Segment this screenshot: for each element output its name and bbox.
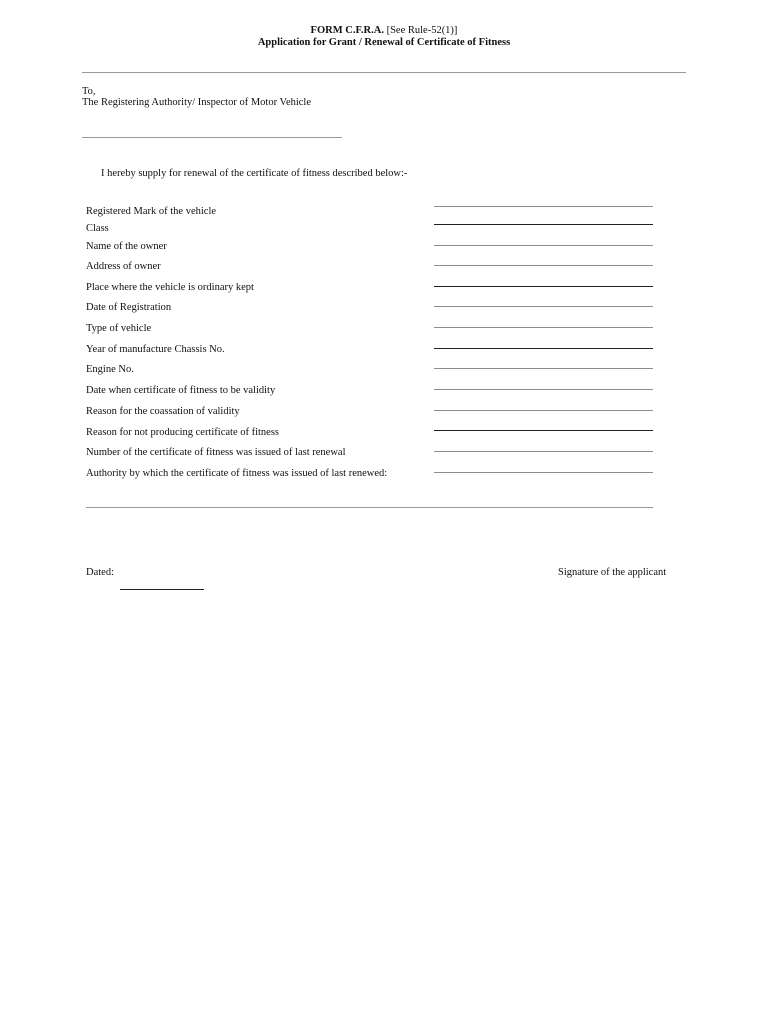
field-label-not-producing-reason: Reason for not producing certificate of fitness	[86, 427, 280, 438]
field-line-issuing-authority	[434, 472, 653, 473]
field-label-vehicle-type: Type of vehicle	[86, 323, 152, 334]
field-line-cessation-reason	[434, 410, 653, 411]
field-line-owner-address	[434, 265, 653, 266]
field-line-not-producing-reason	[434, 430, 653, 431]
field-label-registered-mark: Registered Mark of the vehicle	[86, 206, 217, 217]
field-label-registration-date: Date of Registration	[86, 302, 172, 313]
form-title: Application for Grant / Renewal of Certificate of Fitness	[257, 37, 511, 48]
field-label-cessation-reason: Reason for the coassation of validity	[86, 406, 240, 417]
field-label-engine-no: Engine No.	[86, 364, 134, 375]
field-label-place-kept: Place where the vehicle is ordinary kept	[86, 282, 254, 293]
field-label-validity-date: Date when certificate of fitness to be validity	[86, 385, 276, 396]
field-line-registration-date	[434, 306, 653, 307]
field-line-owner-name	[434, 245, 653, 246]
dated-label: Dated:	[86, 567, 114, 578]
field-label-owner-name: Name of the owner	[86, 241, 167, 252]
intro-statement: I hereby supply for renewal of the certificate of fitness described below:-	[101, 168, 408, 179]
field-label-manufacture-chassis: Year of manufacture Chassis No.	[86, 344, 225, 355]
field-label-certificate-number: Number of the certificate of fitness was issued of last renewal	[86, 447, 346, 458]
field-line-engine-no	[434, 368, 653, 369]
field-line-vehicle-type	[434, 327, 653, 328]
authority-address-line	[82, 137, 342, 138]
field-line-class	[434, 224, 653, 225]
fields-bottom-divider	[86, 507, 653, 508]
form-header	[0, 25, 768, 37]
rule-reference: [See Rule-52(1)]	[383, 25, 458, 36]
form-code: FORM C.F.R.A.	[310, 25, 384, 36]
field-line-registered-mark	[434, 206, 653, 207]
field-label-issuing-authority: Authority by which the certificate of fitness was issued of last renewed:	[86, 468, 388, 479]
authority-name: The Registering Authority/ Inspector of Motor Vehicle	[82, 97, 312, 108]
field-line-manufacture-chassis	[434, 348, 653, 349]
field-line-validity-date	[434, 389, 653, 390]
to-label: To,	[82, 86, 96, 97]
dated-line	[120, 589, 204, 590]
signature-label: Signature of the applicant	[558, 567, 667, 578]
field-label-class: Class	[86, 223, 109, 234]
field-line-place-kept	[434, 286, 653, 287]
header-divider	[82, 72, 686, 73]
field-label-owner-address: Address of owner	[86, 261, 161, 272]
field-line-certificate-number	[434, 451, 653, 452]
